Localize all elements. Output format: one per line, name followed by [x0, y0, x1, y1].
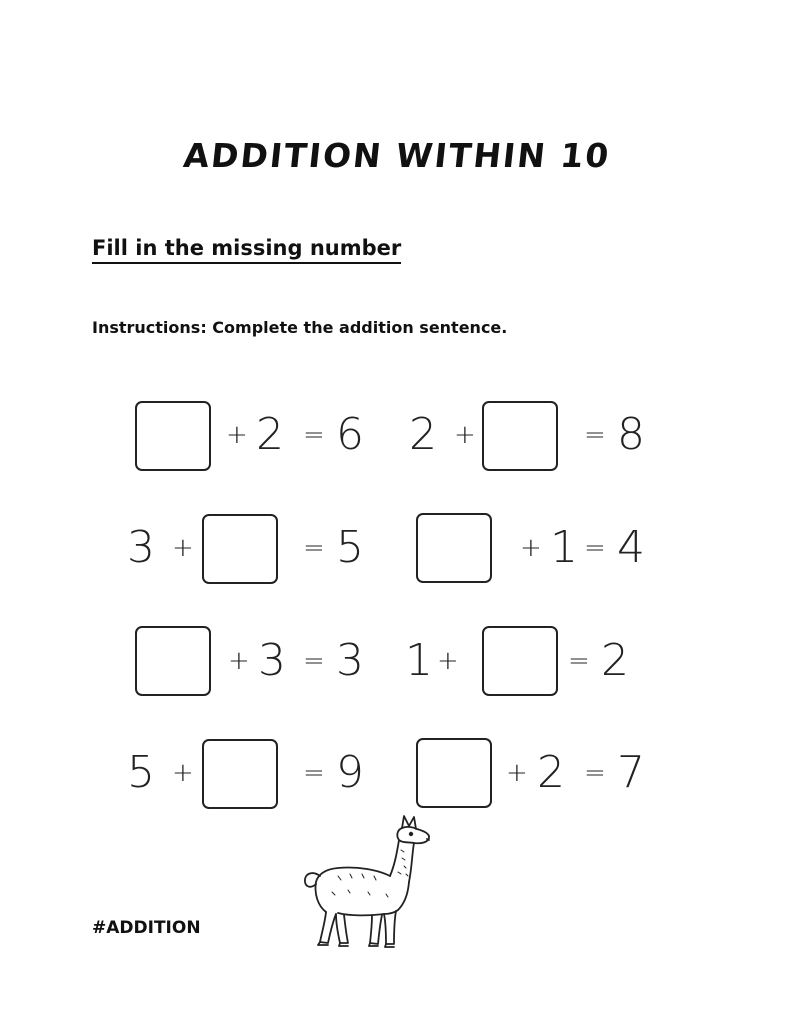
answer-box[interactable] [416, 513, 492, 583]
addend: 2 [256, 409, 284, 460]
sum: 3 [336, 635, 364, 686]
plus-sign: + [172, 758, 194, 788]
sum: 4 [617, 522, 645, 573]
answer-box[interactable] [482, 401, 558, 471]
answer-box[interactable] [202, 739, 278, 809]
answer-box[interactable] [482, 626, 558, 696]
sum: 2 [601, 635, 629, 686]
answer-box[interactable] [202, 514, 278, 584]
sum: 6 [336, 409, 364, 460]
plus-sign: + [437, 646, 459, 676]
plus-sign: + [454, 420, 476, 450]
addend: 2 [409, 409, 437, 460]
plus-sign: + [228, 646, 250, 676]
equals-sign: = [584, 758, 606, 788]
instructions-text: Instructions: Complete the addition sentence. [92, 318, 508, 337]
equals-sign: = [303, 646, 325, 676]
plus-sign: + [520, 533, 542, 563]
addend: 2 [537, 747, 565, 798]
llama-icon [298, 812, 436, 952]
addend: 1 [405, 635, 433, 686]
plus-sign: + [506, 758, 528, 788]
addend: 3 [258, 635, 286, 686]
plus-sign: + [226, 420, 248, 450]
sum: 9 [336, 747, 364, 798]
equals-sign: = [303, 420, 325, 450]
equals-sign: = [568, 646, 590, 676]
answer-box[interactable] [135, 626, 211, 696]
sum: 7 [617, 747, 645, 798]
worksheet-title: ADDITION WITHIN 10 [181, 136, 613, 175]
addend: 3 [127, 522, 155, 573]
answer-box[interactable] [135, 401, 211, 471]
equals-sign: = [584, 420, 606, 450]
answer-box[interactable] [416, 738, 492, 808]
hashtag-label: #ADDITION [92, 918, 201, 938]
worksheet-subtitle: Fill in the missing number [92, 236, 401, 264]
sum: 5 [336, 522, 364, 573]
addend: 1 [550, 522, 578, 573]
equals-sign: = [303, 758, 325, 788]
equals-sign: = [303, 533, 325, 563]
sum: 8 [617, 409, 645, 460]
plus-sign: + [172, 533, 194, 563]
addend: 5 [127, 747, 155, 798]
equals-sign: = [584, 533, 606, 563]
